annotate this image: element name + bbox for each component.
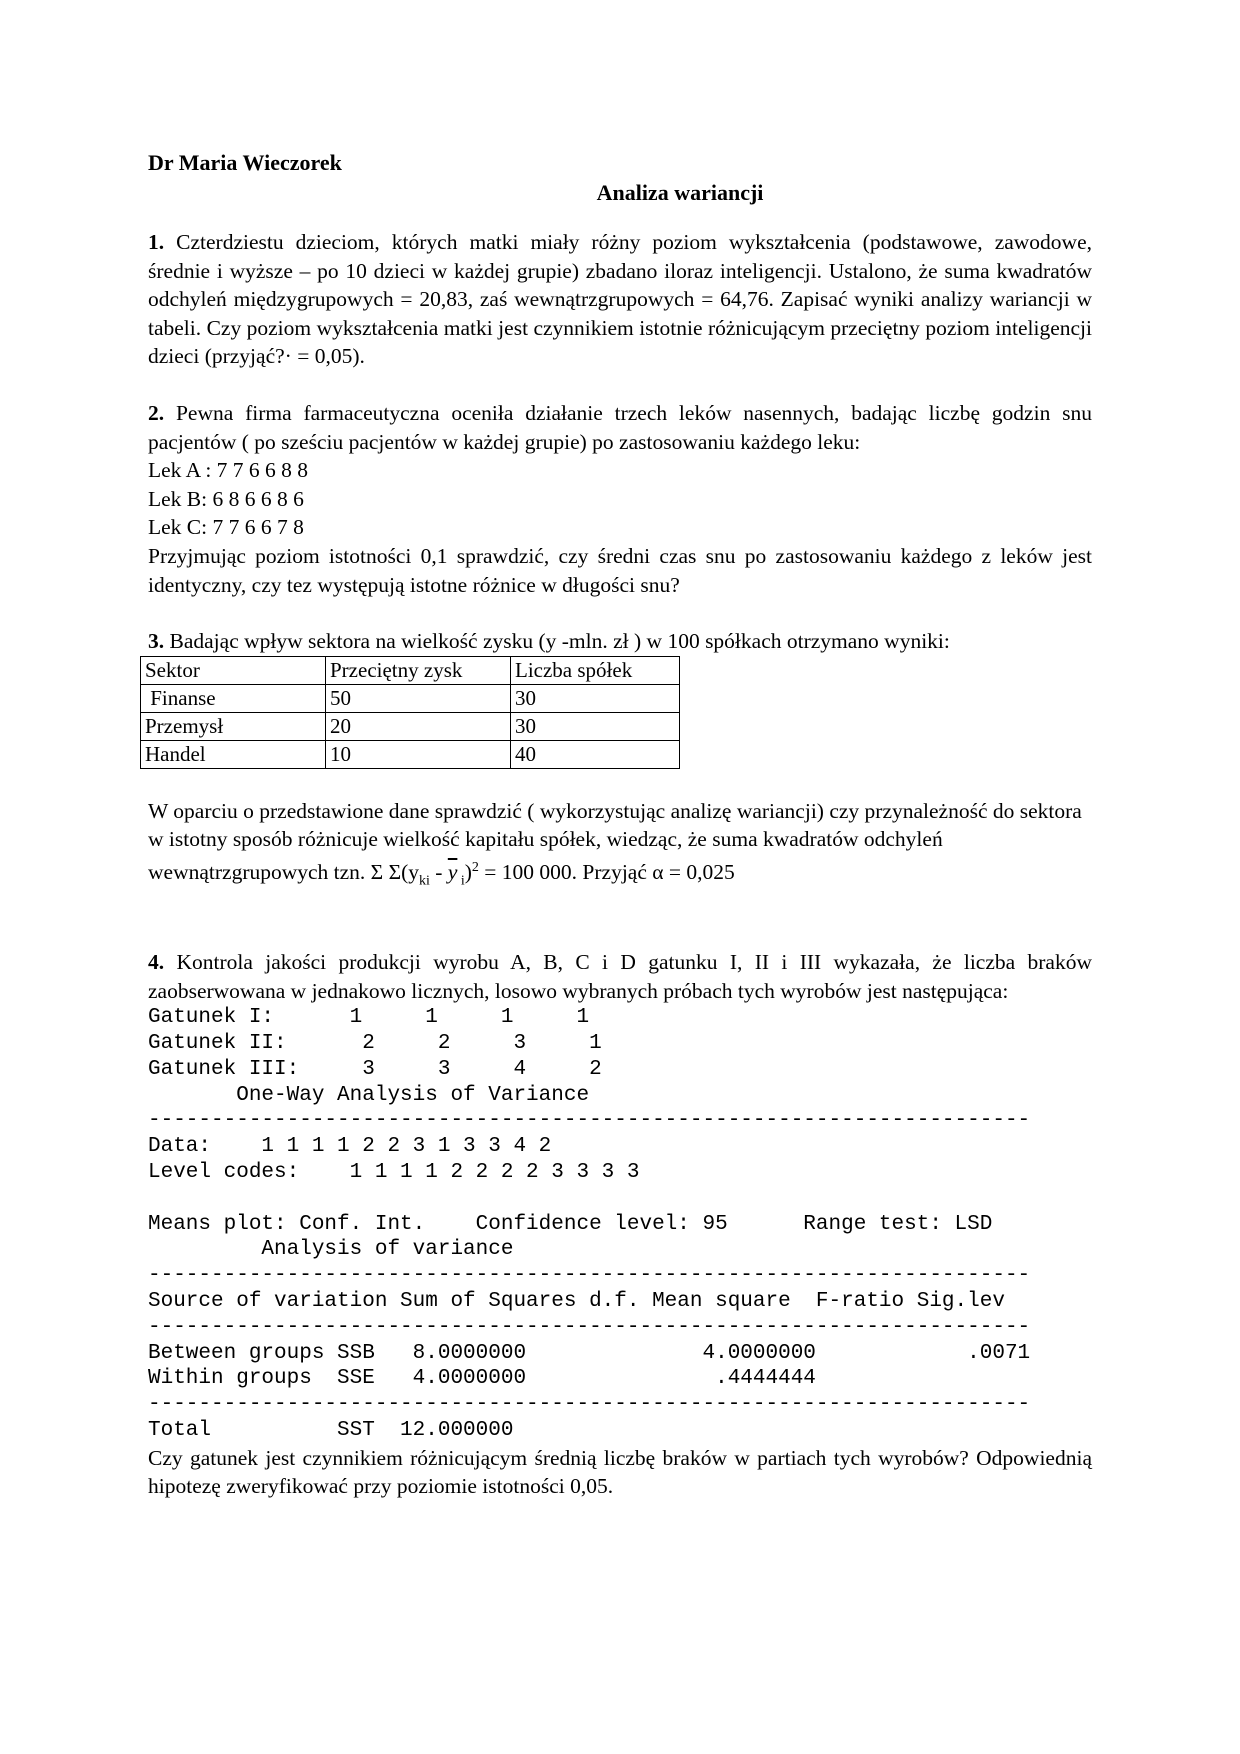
table-cell: 50 xyxy=(326,684,511,712)
table-cell: 30 xyxy=(511,712,680,740)
task-2-number: 2. xyxy=(148,400,165,425)
sector-table xyxy=(140,656,680,769)
task-1 xyxy=(148,228,1092,371)
table-header-cell: Sektor xyxy=(141,656,326,684)
superscript-2: 2 xyxy=(471,859,479,875)
table-row xyxy=(141,740,680,768)
subscript-ki: ki xyxy=(419,873,430,889)
close-paren: ) xyxy=(464,860,472,885)
task-3-text-b: = 100 000. Przyjąć α = 0,025 xyxy=(478,860,735,885)
table-header-cell: Przeciętny zysk xyxy=(326,656,511,684)
task-1-number: 1. xyxy=(148,230,165,254)
task-3-text-a: W oparciu o przedstawione dane sprawdzić ( wykorzystując analizę wariancji) czy przynależność do sektora w istotny sposób różnicuje wielkość kapitału spółek, wiedząc, że suma kwadratów odchyleń wewnątrzgrupowych tzn. Σ Σ(y xyxy=(148,798,1082,885)
dashed-rule: ---------------------------------------------------------------------- xyxy=(148,1109,1031,1133)
document-page xyxy=(145,148,1092,1501)
task-2 xyxy=(148,399,1092,456)
table-cell: 20 xyxy=(326,712,511,740)
task-4-question: Czy gatunek jest czynnikiem różnicującym średnią liczbę braków w partiach tych wyrobów? Odpowiednią hipotezę zweryfikować przy poziomie istotności 0,05. xyxy=(148,1445,1092,1499)
task-2-line-c: Lek C: 7 7 6 6 7 8 xyxy=(148,515,304,540)
y-bar-symbol: $\overline{y}$ xyxy=(447,860,458,885)
anova-groups-rows: Between groups SSB 8.0000000 4.0000000 .0071 Within groups SSE 4.0000000 .4444444 xyxy=(148,1341,1031,1391)
dashed-rule: ---------------------------------------------------------------------- xyxy=(148,1315,1031,1339)
dashed-rule: ---------------------------------------------------------------------- xyxy=(148,1264,1031,1288)
task-2-text: Pewna firma farmaceutyczna oceniła działanie trzech leków nasennych, badając liczbę godzin snu pacjentów ( po sześciu pacjentów w każdej grupie) po zastosowaniu każdego leku: xyxy=(148,400,1092,454)
document-title: Analiza wariancji xyxy=(596,180,764,205)
table-cell: Handel xyxy=(141,740,326,768)
quality-data-block: Gatunek I: 1 1 1 1 Gatunek II: 2 2 3 1 Gatunek III: 3 3 4 2 One-Way Analysis of Variance xyxy=(148,1006,602,1107)
task-1-text: Czterdziestu dzieciom, których matki miały różny poziom wykształcenia (podstawowe, zawodowe, średnie i wyższe – po 10 dzieci w każdej grupie) zbadano iloraz inteligencji. Ustalono, że suma kwadratów odchyleń międzygrupowych = 20,83, zaś wewnątrzgrupowych = 64,76. Zapisać wyniki analizy wariancji w tabeli. Czy poziom wykształcenia matki jest czynnikiem istotnie różnicującym przeciętny poziom inteligencji dzieci (przyjąć?· = 0,05). xyxy=(148,230,1092,369)
anova-total-row: Total SST 12.000000 xyxy=(148,1418,514,1442)
task-3-text xyxy=(148,797,1092,896)
anova-header-row: Source of variation Sum of Squares d.f. Mean square F-ratio Sig.lev xyxy=(148,1289,1005,1313)
table-header-cell: Liczba spółek xyxy=(511,656,680,684)
table-cell: 30 xyxy=(511,684,680,712)
anova-data-block: Data: 1 1 1 1 2 2 3 1 3 3 4 2 Level codes: 1 1 1 1 2 2 2 2 3 3 3 3 Means plot: Conf. Int. Confidence level: 95 Range test: LSD Analysis of variance xyxy=(148,1135,993,1262)
task-4-text: Kontrola jakości produkcji wyrobu A, B, C i D gatunku I, II i III wykazała, że liczba braków zaobserwowana w jednakowo licznych, losowo wybranych próbach tych wyrobów jest następująca: xyxy=(148,949,1092,1003)
table-cell: 40 xyxy=(511,740,680,768)
table-row xyxy=(141,712,680,740)
table-cell: 10 xyxy=(326,740,511,768)
minus-sign: - xyxy=(429,860,448,885)
dashed-rule: ---------------------------------------------------------------------- xyxy=(148,1393,1031,1417)
subscript-i: i xyxy=(457,873,465,889)
author-name: Dr Maria Wieczorek xyxy=(148,150,342,175)
task-4 xyxy=(148,948,1092,1005)
table-cell: Przemysł xyxy=(141,712,326,740)
task-4-number: 4. xyxy=(148,949,165,974)
task-2-line-b: Lek B: 6 8 6 6 8 6 xyxy=(148,486,304,511)
task-3-intro-text: Badając wpływ sektora na wielkość zysku (y -mln. zł ) w 100 spółkach otrzymano wyniki: xyxy=(169,629,950,654)
table-header-row xyxy=(141,656,680,684)
task-2-question: Przyjmując poziom istotności 0,1 sprawdzić, czy średni czas snu po zastosowaniu każdego z leków jest identyczny, czy tez występują istotne różnice w długości snu? xyxy=(148,543,1092,597)
task-2-line-a: Lek A : 7 7 6 6 8 8 xyxy=(148,458,309,483)
table-row xyxy=(141,684,680,712)
table-cell: Finanse xyxy=(141,684,326,712)
task-3-number: 3. xyxy=(148,629,165,654)
task-3-intro xyxy=(148,627,1092,656)
